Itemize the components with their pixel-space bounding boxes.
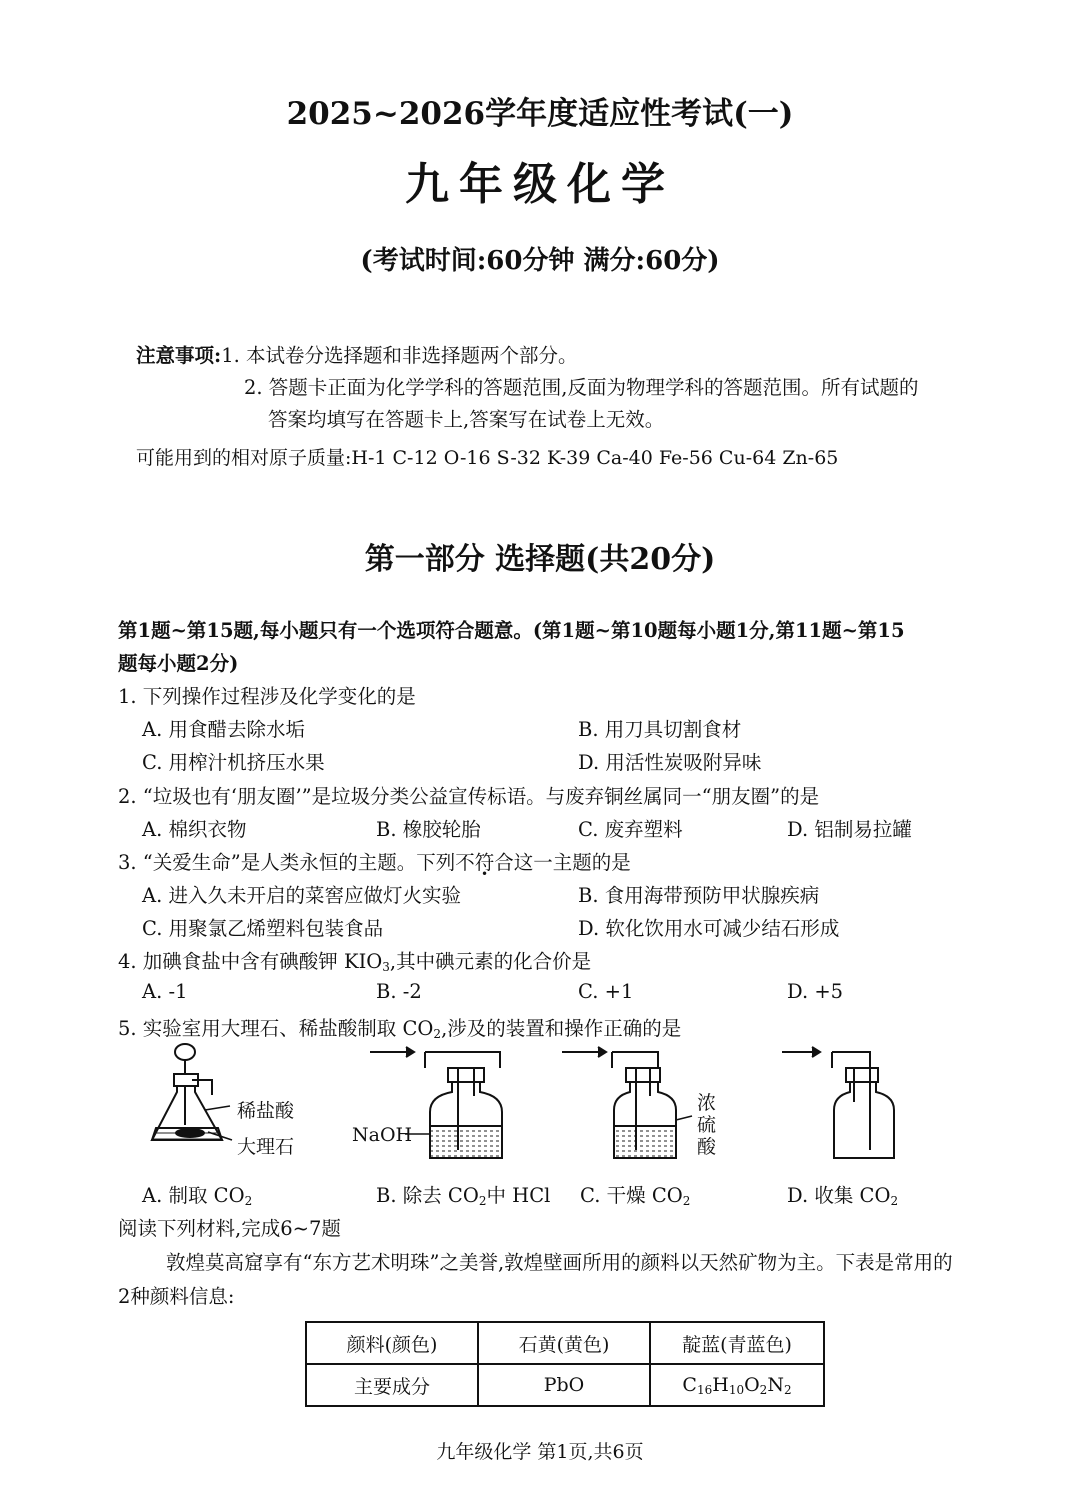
table-cell-indigo-formula — [650, 1364, 824, 1406]
q5-d-text: D. 收集 CO — [787, 1184, 891, 1207]
question-2-option-b: B. 橡胶轮胎 — [376, 818, 481, 841]
question-5-option-a — [142, 1180, 252, 1208]
table-cell-main-component: 主要成分 — [306, 1364, 478, 1406]
question-5-option-d — [787, 1180, 898, 1208]
question-4-option-a: A. -1 — [142, 980, 188, 1003]
section1-title: 第一部分 选择题(共20分) — [364, 542, 716, 577]
q5-c-sub: 2 — [682, 1194, 691, 1208]
table-row — [306, 1322, 824, 1364]
question-4-stem-pre: 4. 加碘食盐中含有碘酸钾 KIO — [118, 950, 383, 973]
q5-d-sub: 2 — [890, 1194, 899, 1208]
reading-para-line2: 2种颜料信息: — [118, 1285, 235, 1308]
notes-line1 — [136, 340, 578, 368]
question-5-stem-sub: 2 — [433, 1027, 442, 1041]
atomic-masses: 可能用到的相对原子质量:H-1 C-12 O-16 S-32 K-39 Ca-40 Fe-56 Cu-64 Zn-65 — [136, 447, 839, 469]
exam-title: 2025~2026学年度适应性考试(一) — [286, 96, 794, 132]
label-acid: 酸 — [697, 1136, 717, 1158]
question-3-option-d: D. 软化饮用水可减少结石形成 — [578, 917, 840, 940]
instructions-line1: 第1题~第15题,每小题只有一个选项符合题意。(第1题~第10题每小题1分,第11题~第15 — [118, 619, 905, 642]
notes-label: 注意事项: — [136, 344, 222, 367]
table-row — [306, 1364, 824, 1406]
label-naoh: NaOH — [352, 1124, 413, 1146]
table-header-pigment: 颜料(颜色) — [306, 1322, 478, 1364]
question-4-stem — [118, 946, 591, 974]
question-5-stem — [118, 1013, 681, 1041]
question-5-stem-pre: 5. 实验室用大理石、稀盐酸制取 CO — [118, 1017, 434, 1040]
question-2-option-c: C. 废弃塑料 — [578, 818, 683, 841]
formula-o: O — [744, 1373, 760, 1396]
table-header-orpiment: 石黄(黄色) — [478, 1322, 650, 1364]
question-3-stem-post: 这一主题的是 — [513, 851, 631, 874]
question-3-stem-pre: 3. “关爱生命”是人类永恒的主题。下列 — [118, 851, 456, 874]
question-1-option-a: A. 用食醋去除水垢 — [142, 718, 305, 741]
notes-item1: 1. 本试卷分选择题和非选择题两个部分。 — [221, 344, 578, 367]
question-2-option-a: A. 棉织衣物 — [142, 818, 247, 841]
question-2-option-d: D. 铝制易拉罐 — [787, 818, 912, 841]
pigment-table — [305, 1321, 825, 1407]
question-4-option-c: C. +1 — [578, 980, 634, 1003]
q5-a-text: A. 制取 CO — [142, 1184, 245, 1207]
apparatus-d-bottle — [782, 1047, 894, 1158]
question-5-option-c — [580, 1180, 690, 1208]
instructions-line2: 题每小题2分) — [118, 652, 239, 675]
q5-b-sub: 2 — [478, 1194, 487, 1208]
q5-b-post: 中 HCl — [486, 1184, 551, 1207]
q5-b-text: B. 除去 CO — [376, 1184, 479, 1207]
question-3-stem-emphasis: 不符合 — [455, 851, 514, 874]
formula-n-sub: 2 — [783, 1382, 792, 1397]
notes-item2-line1: 2. 答题卡正面为化学学科的答题范围,反面为物理学科的答题范围。所有试题的 — [244, 376, 919, 399]
question-4-option-d: D. +5 — [787, 980, 844, 1003]
table-header-indigo: 靛蓝(青蓝色) — [650, 1322, 824, 1364]
formula-c: C — [682, 1373, 697, 1396]
question-4-option-b: B. -2 — [376, 980, 422, 1003]
page-footer: 九年级化学 第1页,共6页 — [436, 1441, 644, 1463]
apparatus-c-bottle — [562, 1047, 692, 1158]
label-dilute-hcl: 稀盐酸 — [237, 1100, 295, 1122]
question-3-option-a: A. 进入久未开启的菜窖应做灯火实验 — [142, 884, 461, 907]
label-marble: 大理石 — [237, 1136, 295, 1158]
question-5-option-b — [376, 1180, 550, 1208]
label-sulfuric: 硫 — [697, 1114, 717, 1136]
table-cell-pbo: PbO — [478, 1364, 650, 1406]
apparatus-a-flask — [152, 1044, 232, 1140]
question-3-stem — [118, 847, 631, 875]
reading-para-line1: 敦煌莫高窟享有“东方艺术明珠”之美誉,敦煌壁画所用的颜料以天然矿物为主。下表是常用的 — [166, 1251, 953, 1274]
question-1-stem: 1. 下列操作过程涉及化学变化的是 — [118, 685, 416, 708]
exam-info: (考试时间:60分钟 满分:60分) — [360, 246, 720, 276]
question-4-stem-post: ,其中碘元素的化合价是 — [389, 950, 592, 973]
question-5-stem-post: ,涉及的装置和操作正确的是 — [441, 1017, 682, 1040]
notes-item2-line2: 答案均填写在答题卡上,答案写在试卷上无效。 — [268, 408, 665, 431]
question-1-option-c: C. 用榨汁机挤压水果 — [142, 751, 325, 774]
question-2-stem: 2. “垃圾也有‘朋友圈’”是垃圾分类公益宣传标语。与废弃铜丝属同一“朋友圈”的是 — [118, 785, 820, 808]
subject-title: 九年级化学 — [405, 159, 675, 210]
q5-a-sub: 2 — [244, 1194, 253, 1208]
formula-n: N — [767, 1373, 784, 1396]
question-4-stem-sub: 3 — [382, 960, 390, 974]
question-3-option-b: B. 食用海带预防甲状腺疾病 — [578, 884, 820, 907]
formula-c-sub: 16 — [696, 1382, 713, 1397]
question-3-option-c: C. 用聚氯乙烯塑料包装食品 — [142, 917, 384, 940]
formula-o-sub: 2 — [759, 1382, 768, 1397]
reading-intro: 阅读下列材料,完成6~7题 — [118, 1217, 341, 1240]
q5-c-text: C. 干燥 CO — [580, 1184, 683, 1207]
question-1-option-b: B. 用刀具切割食材 — [578, 718, 742, 741]
question-1-option-d: D. 用活性炭吸附异味 — [578, 751, 762, 774]
formula-h: H — [712, 1373, 729, 1396]
label-conc: 浓 — [697, 1092, 717, 1114]
formula-h-sub: 10 — [728, 1382, 745, 1397]
